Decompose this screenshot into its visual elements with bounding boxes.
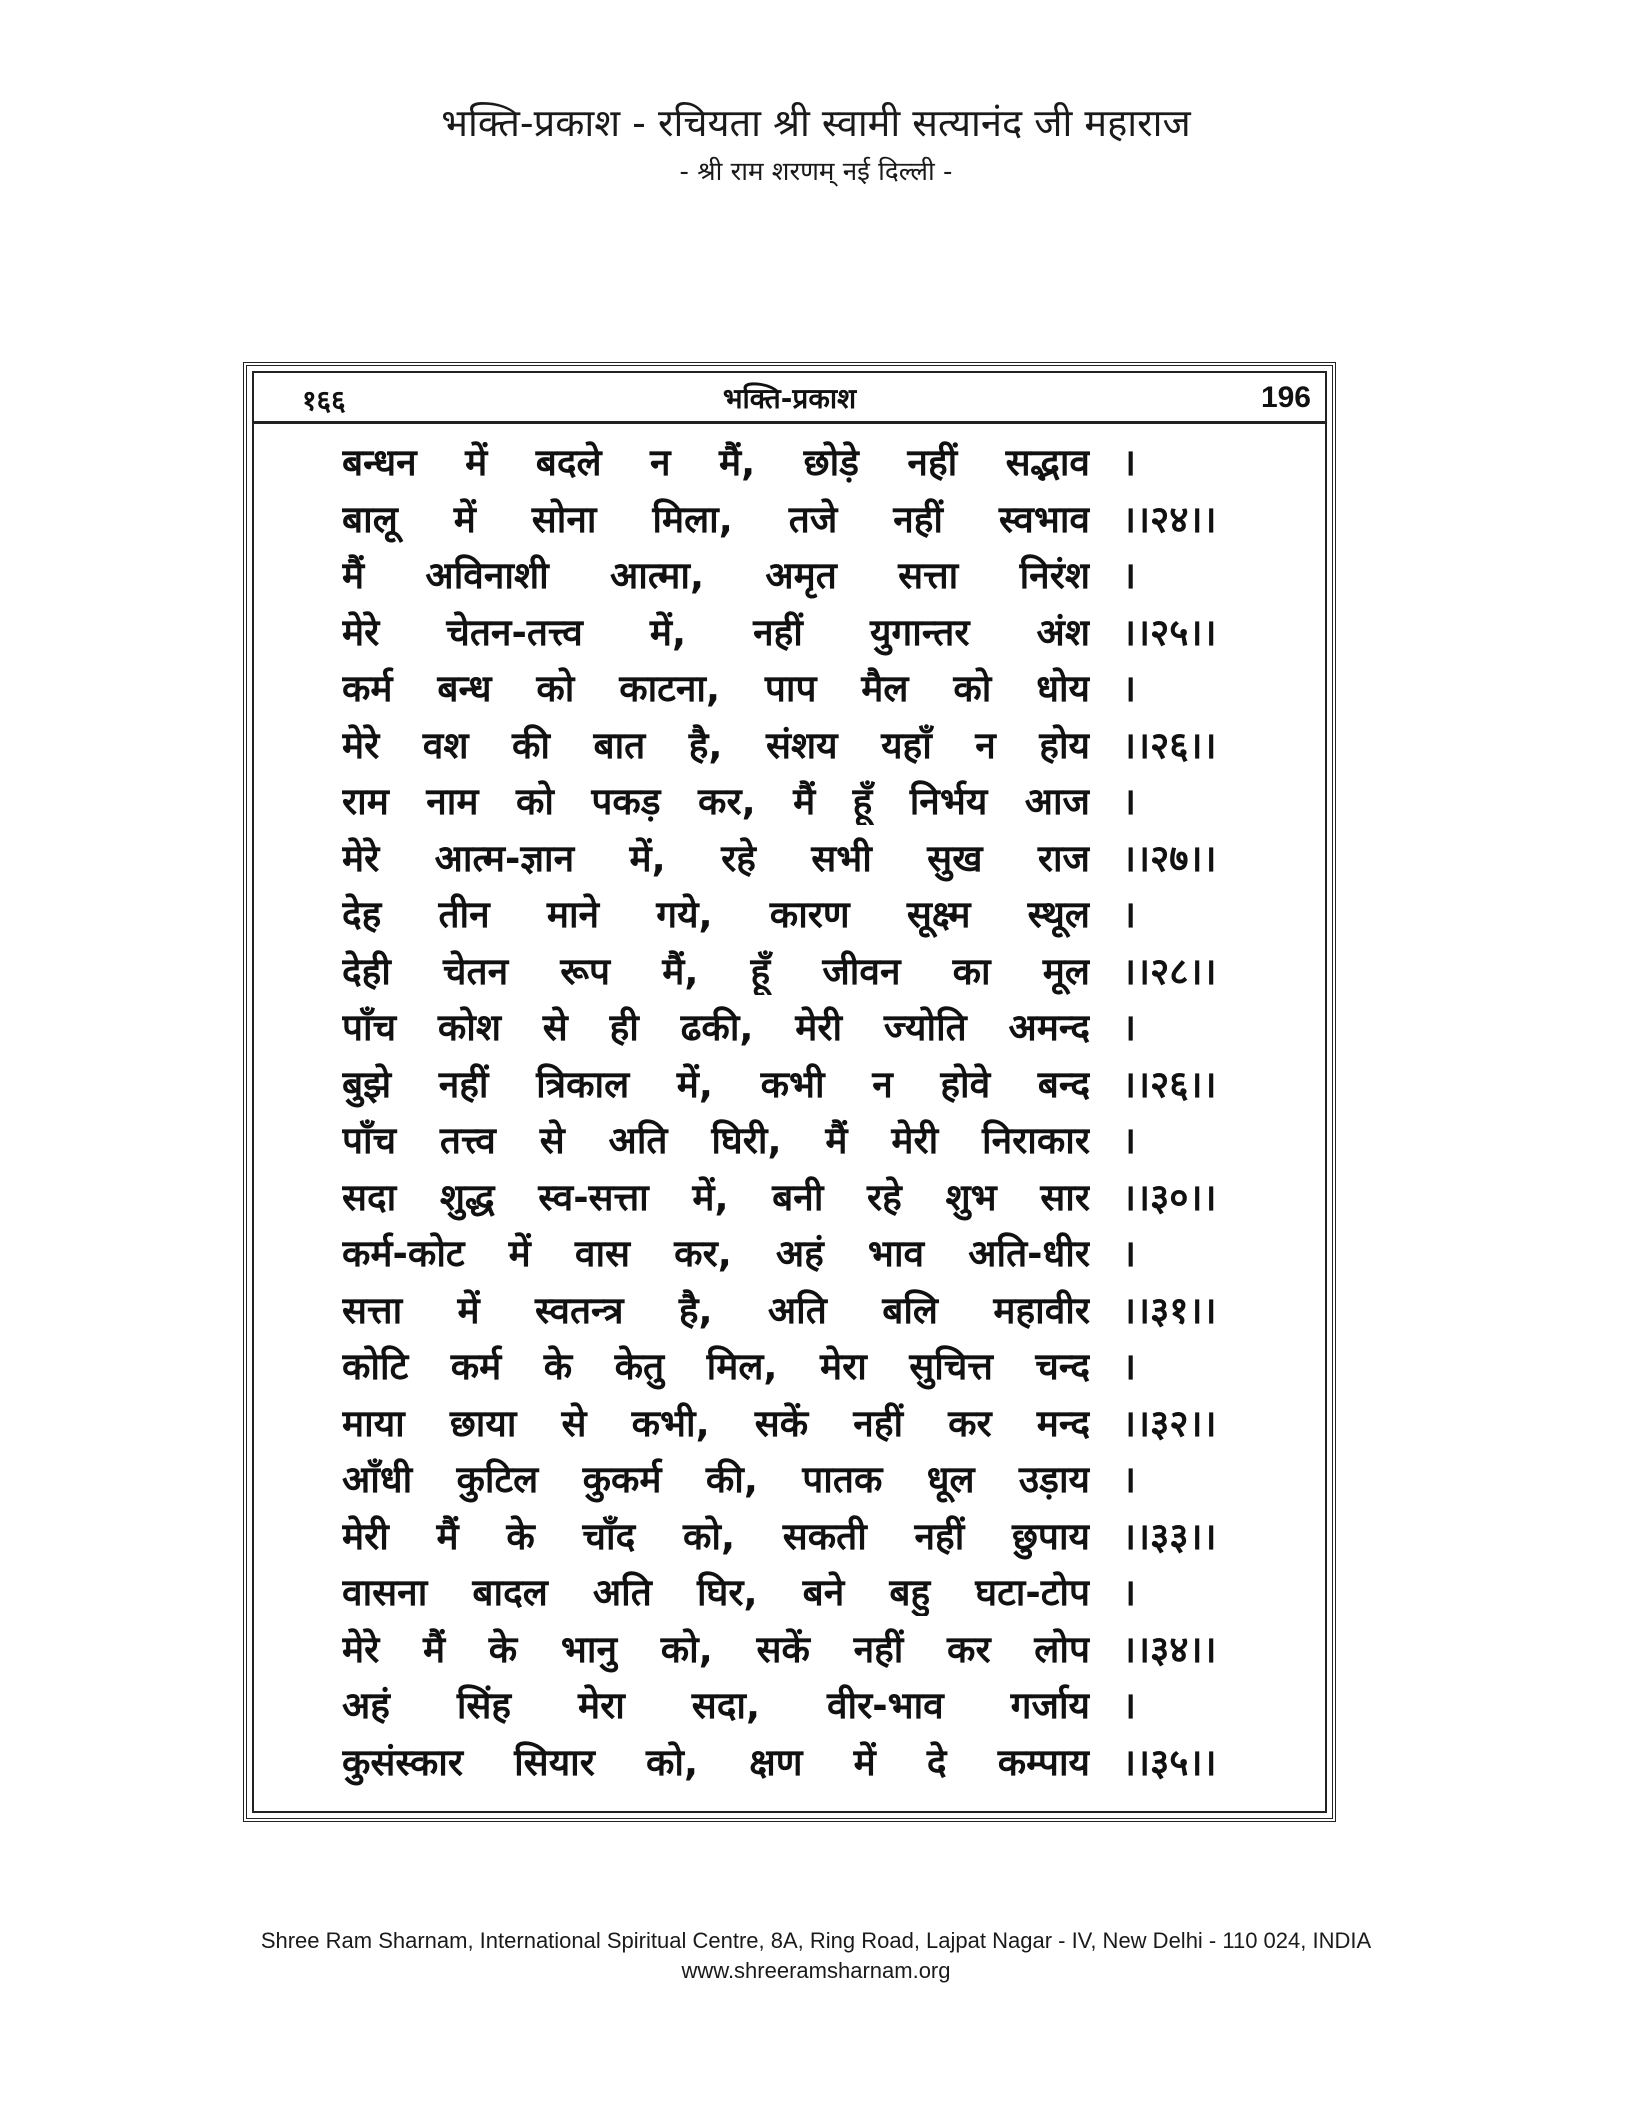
verse-mark: । [1122,1119,1137,1162]
scanned-page-inner-frame [252,371,1327,1813]
verse-text: देह तीन माने गये, कारण सूक्ष्म स्थूल [342,893,1090,936]
verse-line [342,1396,1272,1453]
verse-text: मैं अविनाशी आत्मा, अमृत सत्ता निरंश [342,554,1090,597]
verse-mark: । [1122,441,1137,484]
verse-mark: ।।२४।। [1122,497,1217,541]
verse-mark: । [1122,1345,1137,1388]
verse-line [342,1283,1272,1340]
verse-mark: ।।३२।। [1122,1401,1217,1445]
page-running-header [254,373,1325,424]
verse-text: पाँच कोश से ही ढकी, मेरी ज्योति अमन्द [342,1006,1090,1049]
verse-mark: ।।३१।। [1122,1288,1217,1332]
verse-text: मेरी मैं के चाँद को, सकती नहीं छुपाय [342,1514,1090,1558]
verse-line [342,1170,1272,1227]
verse-line [342,1000,1272,1057]
footer-address: Shree Ram Sharnam, International Spiritual Centre, 8A, Ring Road, Lajpat Nagar - IV, New Delhi - 110 024, INDIA [260,1928,1372,1953]
verse-line [342,1622,1272,1679]
verse-line [342,661,1272,718]
verse-text: मेरे मैं के भानु को, सकें नहीं कर लोप [342,1627,1090,1671]
verse-mark: ।।३०।। [1122,1175,1217,1219]
book-title: भक्ति-प्रकाश - रचियता श्री स्वामी सत्यानंद जी महाराज [441,101,1191,145]
verse-mark: । [1122,1684,1137,1727]
verse-text: कोटि कर्म के केतु मिल, मेरा सुचित्त चन्द [342,1345,1090,1388]
verse-mark: । [1122,554,1137,597]
document-footer [0,1926,1632,1986]
verse-line [342,1113,1272,1170]
verse-text: राम नाम को पकड़ कर, मैं हूँ निर्भय आज [342,780,1090,823]
verse-line [342,1339,1272,1396]
verse-text: आँधी कुटिल कुकर्म की, पातक धूल उड़ाय [342,1458,1090,1501]
verse-text: कुसंस्कार सियार को, क्षण में दे कम्पाय [342,1740,1090,1784]
verse-line [342,944,1272,1001]
verse-mark: ।।२६।। [1122,1062,1217,1106]
verse-line [342,1565,1272,1622]
scanned-page-frame [243,362,1336,1822]
verse-list [342,435,1272,1791]
running-title: भक्ति-प्रकाश [722,382,857,415]
verse-mark: । [1122,667,1137,710]
verse-text: बुझे नहीं त्रिकाल में, कभी न होवे बन्द [342,1062,1090,1106]
verse-mark: ।।२६।। [1122,723,1217,767]
verse-line [342,605,1272,662]
verse-line [342,1057,1272,1114]
devanagari-page-number: १६६ [302,384,346,417]
verse-text: मेरे चेतन-तत्त्व में, नहीं युगान्तर अंश [342,610,1090,654]
verse-line [342,1735,1272,1792]
verse-line [342,492,1272,549]
verse-line [342,1226,1272,1283]
verse-mark: ।।२८।। [1122,949,1217,993]
verse-line [342,718,1272,775]
pdf-page-number: 196 [1260,381,1311,414]
verse-text: मेरे वश की बात है, संशय यहाँ न होय [342,723,1090,767]
verse-line [342,887,1272,944]
verse-mark: । [1122,1458,1137,1501]
verse-text: कर्म बन्ध को काटना, पाप मैल को धोय [342,667,1090,710]
publisher-line: - श्री राम शरणम् नई दिल्ली - [679,157,953,187]
verse-mark: ।।३५।। [1122,1740,1217,1784]
verse-text: बन्धन में बदले न मैं, छोड़े नहीं सद्भाव [342,441,1090,484]
verse-text: माया छाया से कभी, सकें नहीं कर मन्द [342,1401,1090,1445]
verse-line [342,1509,1272,1566]
verse-mark: । [1122,1006,1137,1049]
document-header [0,98,1632,192]
verse-mark: ।।२७।। [1122,836,1217,880]
verse-mark: ।।३३।। [1122,1514,1217,1558]
verse-text: देही चेतन रूप मैं, हूँ जीवन का मूल [342,949,1090,993]
verse-line [342,831,1272,888]
verse-line [342,1452,1272,1509]
verse-mark: । [1122,1571,1137,1614]
verse-mark: ।।३४।। [1122,1627,1217,1671]
verse-mark: ।।२५।। [1122,610,1217,654]
verse-line [342,548,1272,605]
verse-line [342,1678,1272,1735]
verse-text: सदा शुद्ध स्व-सत्ता में, बनी रहे शुभ सार [342,1175,1090,1219]
verse-mark: । [1122,1232,1137,1275]
verse-text: वासना बादल अति घिर, बने बहु घटा-टोप [342,1571,1090,1614]
verse-text: सत्ता में स्वतन्त्र है, अति बलि महावीर [342,1288,1090,1332]
verse-text: मेरे आत्म-ज्ञान में, रहे सभी सुख राज [342,836,1090,880]
verse-mark: । [1122,893,1137,936]
verse-line [342,435,1272,492]
verse-text: अहं सिंह मेरा सदा, वीर-भाव गर्जाय [342,1684,1090,1727]
verse-line [342,774,1272,831]
verse-text: कर्म-कोट में वास कर, अहं भाव अति-धीर [342,1232,1090,1275]
verse-text: बालू में सोना मिला, तजे नहीं स्वभाव [342,497,1090,541]
verse-mark: । [1122,780,1137,823]
footer-website: www.shreeramsharnam.org [681,1958,951,1983]
verse-text: पाँच तत्त्व से अति घिरी, मैं मेरी निराकार [342,1119,1090,1162]
